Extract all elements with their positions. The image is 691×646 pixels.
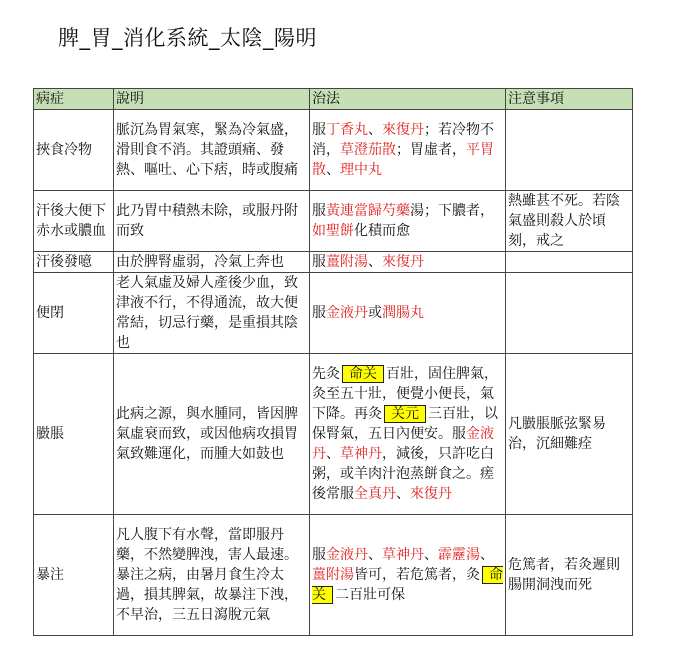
header-disease: 病症: [34, 89, 114, 110]
treatment-text: 、: [368, 547, 382, 563]
disease-cell: 汗後大便下赤水或膿血: [34, 191, 114, 252]
treatment-text: 三百壯，以保腎氣，五日內便安。服: [312, 406, 498, 442]
treatment-text: 、: [424, 547, 438, 563]
note-cell: [506, 252, 633, 273]
treatment-text: 化積而愈: [354, 223, 410, 239]
table-row: [34, 191, 633, 252]
acupoint-label: 关元: [384, 405, 426, 423]
treatment-text: 、: [368, 254, 382, 270]
header-notes: 注意事項: [506, 89, 633, 110]
table-row: [34, 110, 633, 191]
disease-cell: 暴注: [34, 515, 114, 636]
note-cell: [506, 273, 633, 354]
header-treatment: 治法: [310, 89, 506, 110]
remedy-name: 草澄茄散: [340, 142, 396, 158]
treatment-cell: [310, 515, 506, 636]
disease-cell: 便閉: [34, 273, 114, 354]
treatment-text: 百壯，固住脾氣，灸至五十壯，便覺小便長，氣下降。再灸: [312, 366, 498, 422]
treatment-cell: [310, 354, 506, 515]
treatment-text: 服: [312, 305, 326, 321]
treatment-text: 服: [312, 254, 326, 270]
treatment-text: 皆可，若危篤者，灸: [354, 567, 480, 583]
remedy-name: 金液丹: [326, 305, 368, 321]
remedy-name: 霹靂湯: [438, 547, 480, 563]
acupoint-label: 命关: [312, 567, 503, 603]
treatment-text: 湯；下膿者，: [410, 203, 494, 219]
remedy-name: 金液丹: [326, 547, 368, 563]
treatment-text: 服: [312, 547, 326, 563]
description-cell: 脈沉為胃氣寒，緊為冷氣盛，滑則食不消。其證頭痛、發熱、嘔吐、心下痞，時或腹痛: [114, 110, 310, 191]
remedy-name: 來復丹: [382, 254, 424, 270]
note-cell: 熱雖甚不死。若陰氣盛則殺人於頃刻，戒之: [506, 191, 633, 252]
remedy-name: 理中丸: [340, 162, 382, 178]
treatment-text: ；若冷物不消，: [312, 122, 494, 158]
table-row: [34, 515, 633, 636]
disease-cell: 臌脹: [34, 354, 114, 515]
treatment-text: 、: [326, 446, 340, 462]
treatment-text: 、: [326, 162, 340, 178]
note-cell: 凡臌脹脈弦緊易治，沉細難痊: [506, 354, 633, 515]
remedy-name: 金液丹: [312, 426, 494, 462]
treatment-cell: [310, 252, 506, 273]
remedy-name: 黃連當歸芍藥: [326, 203, 410, 219]
treatment-text: 二百壯可保: [335, 587, 405, 603]
treatment-text: 服: [312, 203, 326, 219]
treatment-text: 、: [368, 122, 382, 138]
note-cell: 危篤者，若灸遲則腸開洞洩而死: [506, 515, 633, 636]
acupoint-label: 命关: [342, 365, 384, 383]
description-cell: 此病之源，與水腫同，皆因脾氣虛衰而致，或因他病攻損胃氣致難運化，而腫大如鼓也: [114, 354, 310, 515]
disease-cell: 汗後發噫: [34, 252, 114, 273]
treatment-text: 先灸: [312, 366, 340, 382]
remedy-name: 薑附湯: [326, 254, 368, 270]
treatment-text: 服: [312, 122, 326, 138]
remedy-name: 丁香丸: [326, 122, 368, 138]
treatment-text: 或: [368, 305, 382, 321]
treatment-cell: [310, 110, 506, 191]
header-description: 說明: [114, 89, 310, 110]
remedy-name: 潤腸丸: [382, 305, 424, 321]
remedy-name: 草神丹: [382, 547, 424, 563]
treatment-text: 、: [480, 547, 494, 563]
description-cell: 此乃胃中積熱未除，或服丹附而致: [114, 191, 310, 252]
remedy-name: 來復丹: [410, 486, 452, 502]
disease-table: [33, 88, 633, 636]
treatment-cell: [310, 273, 506, 354]
description-cell: 由於脾腎虛弱，冷氣上奔也: [114, 252, 310, 273]
treatment-cell: [310, 191, 506, 252]
remedy-name: 如聖餅: [312, 223, 354, 239]
table-row: [34, 252, 633, 273]
remedy-name: 薑附湯: [312, 567, 354, 583]
page-title: 脾_胃_消化系統_太陰_陽明: [58, 26, 317, 50]
remedy-name: 草神丹: [340, 446, 382, 462]
header-row: [34, 89, 633, 110]
table-row: [34, 354, 633, 515]
description-cell: 凡人腹下有水聲，當即服丹藥，不然變脾洩，害人最速。暴注之病，由暑月食生冷太過，損其脾氣，故暴注下洩，不早治，三五日瀉脫元氣: [114, 515, 310, 636]
remedy-name: 來復丹: [382, 122, 424, 138]
remedy-name: 全真丹: [354, 486, 396, 502]
disease-cell: 挾食冷物: [34, 110, 114, 191]
remedy-name: 平胃散: [312, 142, 494, 178]
note-cell: [506, 110, 633, 191]
description-cell: 老人氣虛及婦人產後少血，致津液不行，不得通流，故大便常結，切忌行藥，是重損其陰也: [114, 273, 310, 354]
treatment-text: ；胃虛者，: [396, 142, 466, 158]
table-row: [34, 273, 633, 354]
treatment-text: ，減後，只許吃白粥，或羊肉汁泡蒸餅食之。瘥後常服: [312, 446, 494, 502]
treatment-text: 、: [396, 486, 410, 502]
